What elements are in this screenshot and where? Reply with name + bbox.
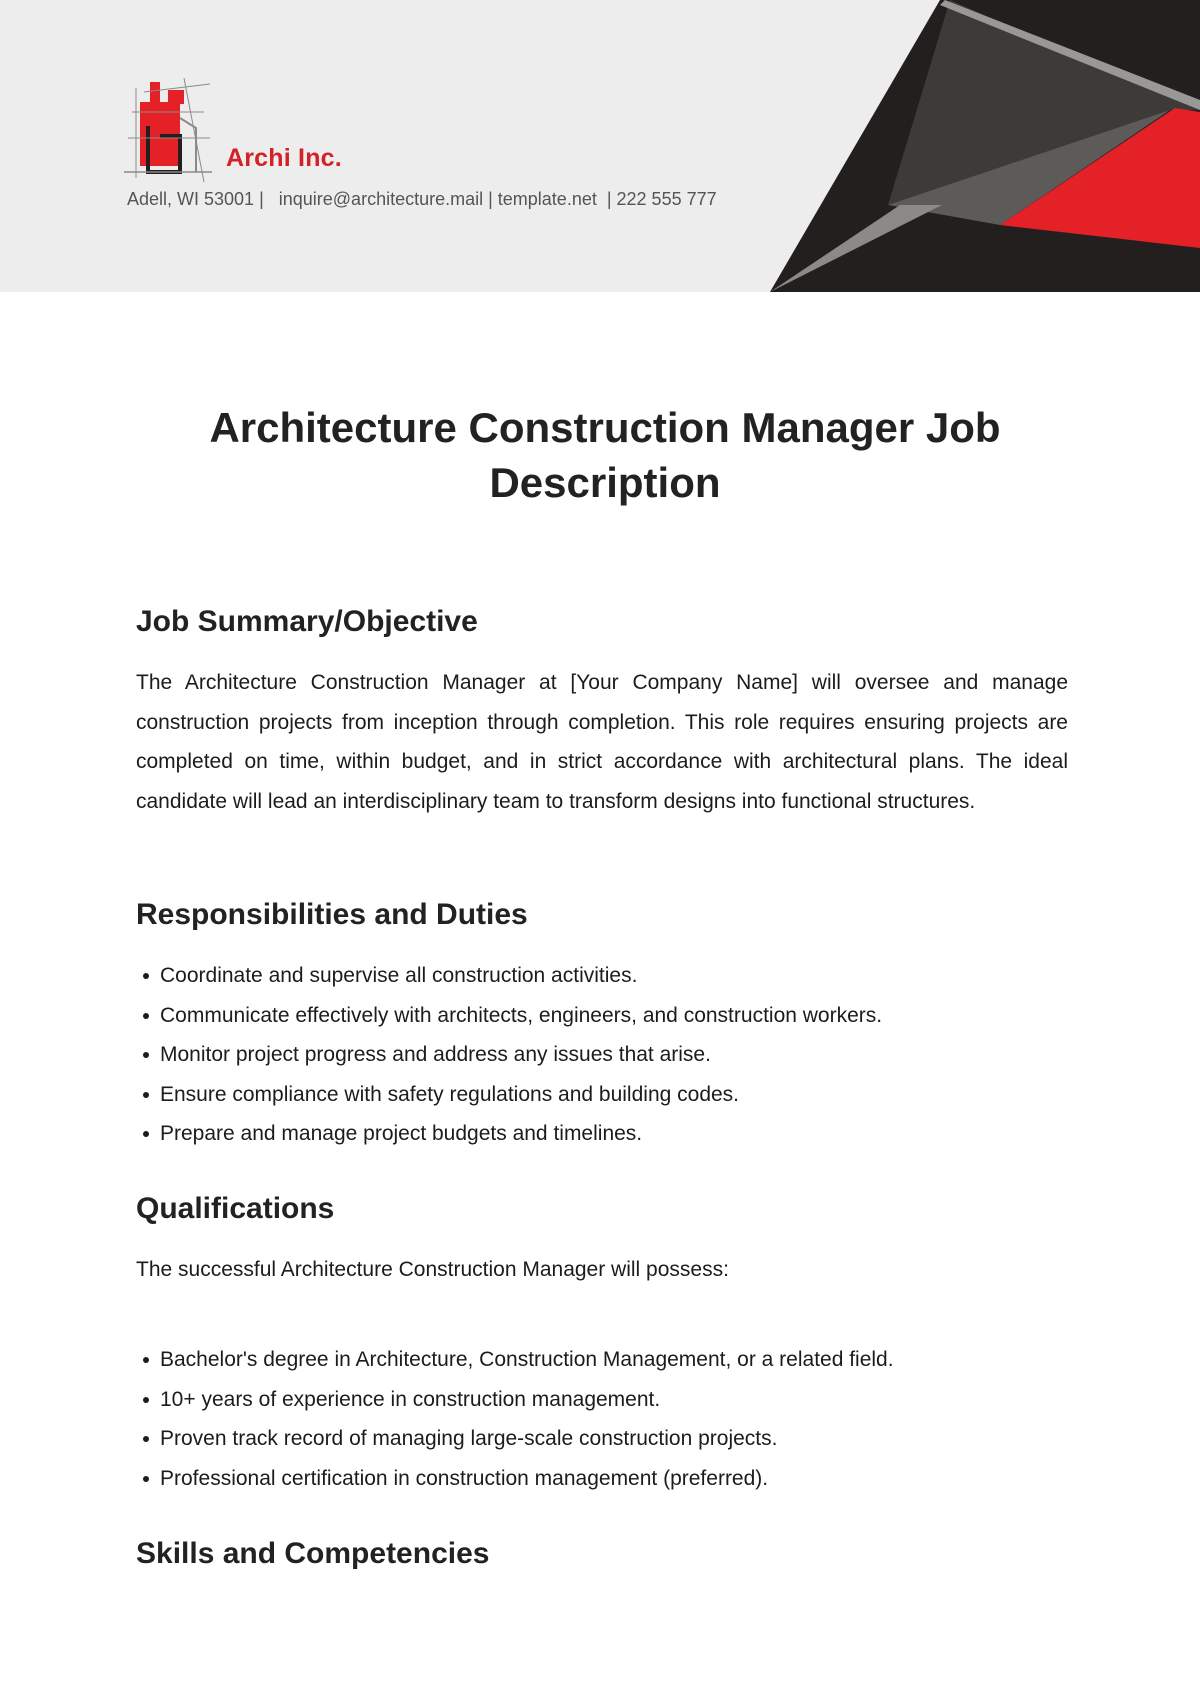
summary-paragraph: The Architecture Construction Manager at [Your Company Name] will oversee and manage construction projects from inception through completion. This role requires ensuring projects are completed on time, within budget, and in strict accordance with architectural plans. The ideal candidate will lead an interdisciplinary team to transform designs into functional structures.: [136, 671, 1068, 813]
bullet-icon: [143, 1476, 149, 1482]
bullet-icon: [143, 1052, 149, 1058]
list-item: Ensure compliance with safety regulations and building codes.: [136, 1075, 1068, 1115]
bullet-icon: [143, 1092, 149, 1098]
building-logo-icon: [124, 78, 212, 182]
document-title: Architecture Construction Manager Job Description: [209, 404, 1001, 506]
list-item: Professional certification in construction management (preferred).: [136, 1459, 1068, 1499]
list-item: Proven track record of managing large-scale construction projects.: [136, 1419, 1068, 1459]
bullet-icon: [143, 1013, 149, 1019]
letterhead-header: [0, 0, 1200, 292]
bullet-icon: [143, 1131, 149, 1137]
list-item: Bachelor's degree in Architecture, Construction Management, or a related field.: [136, 1340, 1068, 1380]
qualifications-list: [136, 1340, 1068, 1498]
contact-line: Adell, WI 53001 | inquire@architecture.mail | template.net | 222 555 777: [127, 189, 717, 209]
list-item: Coordinate and supervise all construction activities.: [136, 956, 1068, 996]
list-item: 10+ years of experience in construction management.: [136, 1380, 1068, 1420]
list-item: Communicate effectively with architects, engineers, and construction workers.: [136, 996, 1068, 1036]
bullet-icon: [143, 1436, 149, 1442]
bullet-icon: [143, 1397, 149, 1403]
list-item: Prepare and manage project budgets and timelines.: [136, 1114, 1068, 1154]
list-item: Monitor project progress and address any issues that arise.: [136, 1035, 1068, 1075]
summary-heading: Job Summary/Objective: [136, 605, 478, 638]
skills-heading: Skills and Competencies: [136, 1537, 490, 1570]
qualifications-heading: Qualifications: [136, 1192, 335, 1225]
bullet-icon: [143, 973, 149, 979]
company-name: Archi Inc.: [226, 144, 342, 172]
qualifications-intro: The successful Architecture Construction Manager will possess:: [136, 1258, 729, 1281]
responsibilities-list: [136, 956, 1068, 1154]
responsibilities-heading: Responsibilities and Duties: [136, 898, 528, 931]
bullet-icon: [143, 1357, 149, 1363]
